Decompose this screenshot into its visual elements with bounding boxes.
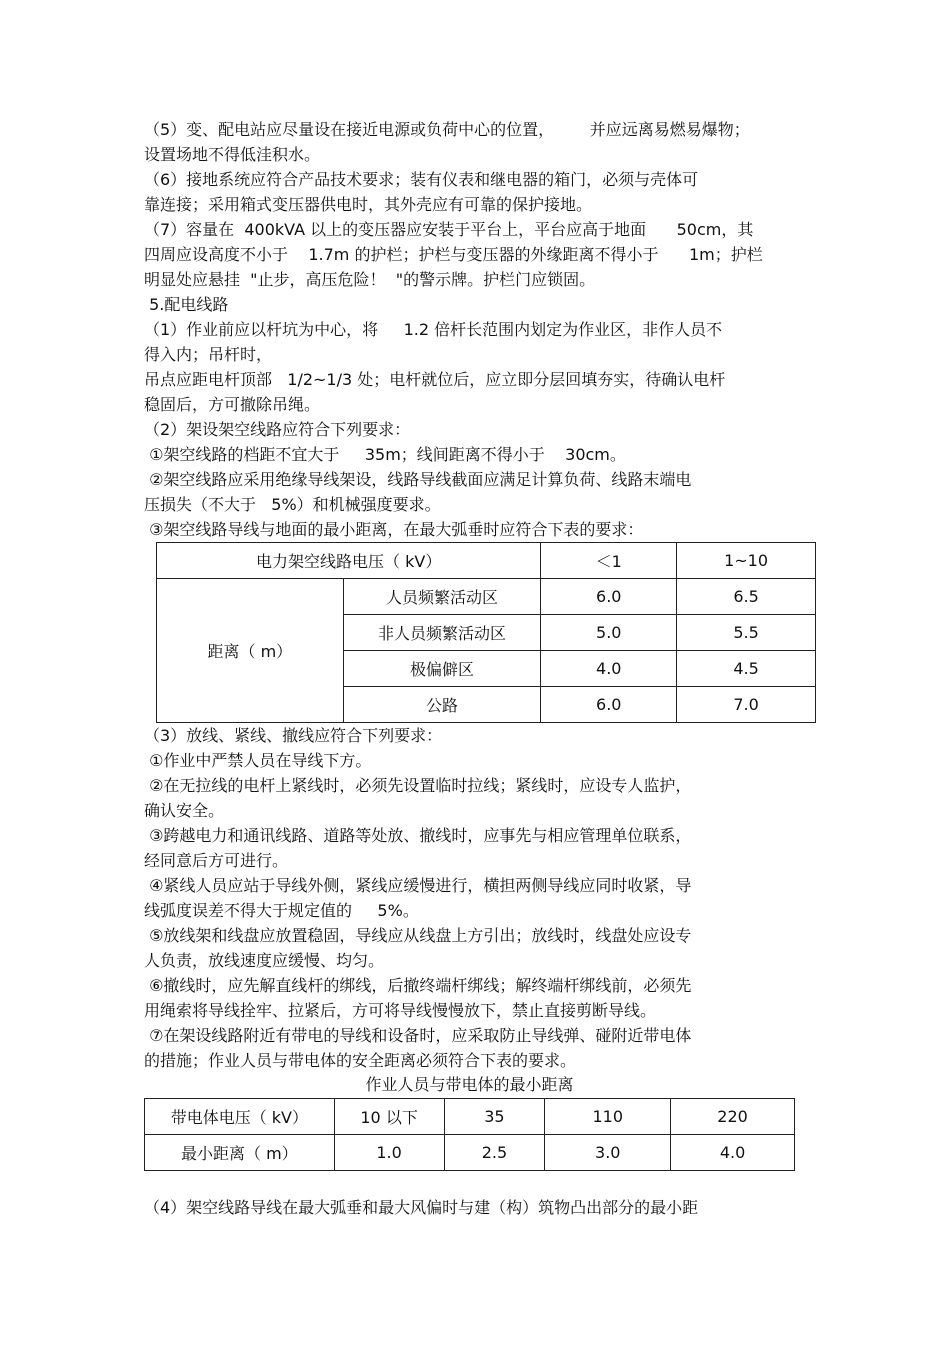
table-cell: 公路 (343, 687, 541, 723)
table-cell: 7.0 (677, 687, 816, 723)
table-cell: 4.5 (677, 651, 816, 687)
text-line: 经同意后方可进行。 (144, 851, 289, 870)
text-line: （4）架空线路导线在最大弧垂和最大风偏时与建（构）筑物凸出部分的最小距 (144, 1198, 699, 1217)
table-header-row (157, 543, 816, 579)
table-header-cell: 1~10 (677, 543, 816, 579)
text-line: （7）容量在 400kVA 以上的变压器应安装于平台上，平台应高于地面 50cm，其 (144, 220, 754, 239)
text-line: 稳固后，方可撤除吊绳。 (144, 395, 321, 414)
table-row (145, 1099, 795, 1135)
text-line: 吊点应距电杆顶部 1/2~1/3 处；电杆就位后，应立即分层回填夯实，待确认电杆 (144, 370, 726, 389)
table-cell: 6.0 (541, 687, 677, 723)
text-line: 靠连接；采用箱式变压器供电时，其外壳应有可靠的保护接地。 (144, 195, 593, 214)
text-line: 确认安全。 (144, 801, 225, 820)
text-line: 四周应设高度不小于 1.7m 的护栏；护栏与变压器的外缘距离不得小于 1m；护栏 (144, 245, 763, 264)
table-row (145, 1135, 795, 1171)
text-line: 线弧度误差不得大于规定值的 5%。 (144, 901, 419, 920)
table-cell: 6.0 (541, 579, 677, 615)
table-group-label: 距离（ m） (157, 579, 344, 723)
text-line: 的措施；作业人员与带电体的安全距离必须符合下表的要求。 (144, 1051, 577, 1070)
text-line: ④紧线人员应站于导线外侧，紧线应缓慢进行，横担两侧导线应同时收紧，导 (144, 876, 692, 895)
text-line: ①作业中严禁人员在导线下方。 (144, 751, 372, 770)
table-cell: 35 (444, 1099, 545, 1135)
table-cell: 3.0 (545, 1135, 671, 1171)
text-line: ⑥撤线时，应先解直线杆的绑线，后撤终端杆绑线；解终端杆绑线前，必须先 (144, 976, 692, 995)
table-cell: 220 (671, 1099, 795, 1135)
text-line: ②在无拉线的电杆上紧线时，必须先设置临时拉线；紧线时，应设专人监护， (144, 776, 692, 795)
text-line: （1）作业前应以杆坑为中心，将 1.2 倍杆长范围内划定为作业区，非作人员不 (144, 320, 723, 339)
text-line: 明显处应悬挂 "止步，高压危险！ "的警示牌。护栏门应锁固。 (144, 270, 596, 289)
table-cell: 10 以下 (334, 1099, 444, 1135)
table-cell: 带电体电压（ kV） (145, 1099, 335, 1135)
table-cell: 6.5 (677, 579, 816, 615)
table-cell: 2.5 (444, 1135, 545, 1171)
text-line: 设置场地不得低洼积水。 (144, 145, 321, 164)
text-line: ①架空线路的档距不宜大于 35m；线间距离不得小于 30cm。 (144, 445, 626, 464)
table-row (157, 579, 816, 615)
table-cell: 1.0 (334, 1135, 444, 1171)
table-cell: 4.0 (541, 651, 677, 687)
text-line: （5）变、配电站应尽量设在接近电源或负荷中心的位置， 并应远离易燃易爆物； (144, 120, 750, 139)
text-line: ②架空线路应采用绝缘导线架设，线路导线截面应满足计算负荷、线路末端电 (144, 470, 692, 489)
text-line: 得入内；吊杆时， (144, 345, 273, 364)
ground-clearance-table (156, 542, 816, 723)
text-line: 压损失（不大于 5%）和机械强度要求。 (144, 495, 441, 514)
table-cell: 5.0 (541, 615, 677, 651)
text-line: ⑦在架设线路附近有带电的导线和设备时，应采取防止导线弹、碰附近带电体 (144, 1026, 692, 1045)
table-cell: 5.5 (677, 615, 816, 651)
text-line: ⑤放线架和线盘应放置稳固，导线应从线盘上方引出；放线时，线盘处应设专 (144, 926, 692, 945)
table-header-cell: 电力架空线路电压（ kV） (157, 543, 541, 579)
table-caption: 作业人员与带电体的最小距离 (365, 1075, 574, 1094)
text-line: ③跨越电力和通讯线路、道路等处放、撤线时，应事先与相应管理单位联系， (144, 826, 692, 845)
text-line: ③架空线路导线与地面的最小距离，在最大弧垂时应符合下表的要求： (144, 520, 644, 539)
table-cell: 110 (545, 1099, 671, 1135)
live-conductor-distance-table (144, 1098, 795, 1171)
section-heading: 5.配电线路 (144, 295, 229, 314)
text-line: 人负责，放线速度应缓慢、均匀。 (144, 951, 385, 970)
table-header-cell: ＜1 (541, 543, 677, 579)
table-cell: 最小距离（ m） (145, 1135, 335, 1171)
text-line: （6）接地系统应符合产品技术要求；装有仪表和继电器的箱门，必须与壳体可 (144, 170, 699, 189)
table-cell: 极偏僻区 (343, 651, 541, 687)
table-cell: 人员频繁活动区 (343, 579, 541, 615)
table-cell: 4.0 (671, 1135, 795, 1171)
text-line: （3）放线、紧线、撤线应符合下列要求： (144, 726, 443, 745)
text-line: （2）架设架空线路应符合下列要求： (144, 420, 411, 439)
table-cell: 非人员频繁活动区 (343, 615, 541, 651)
text-line: 用绳索将导线拴牢、拉紧后，方可将导线慢慢放下，禁止直接剪断导线。 (144, 1001, 657, 1020)
